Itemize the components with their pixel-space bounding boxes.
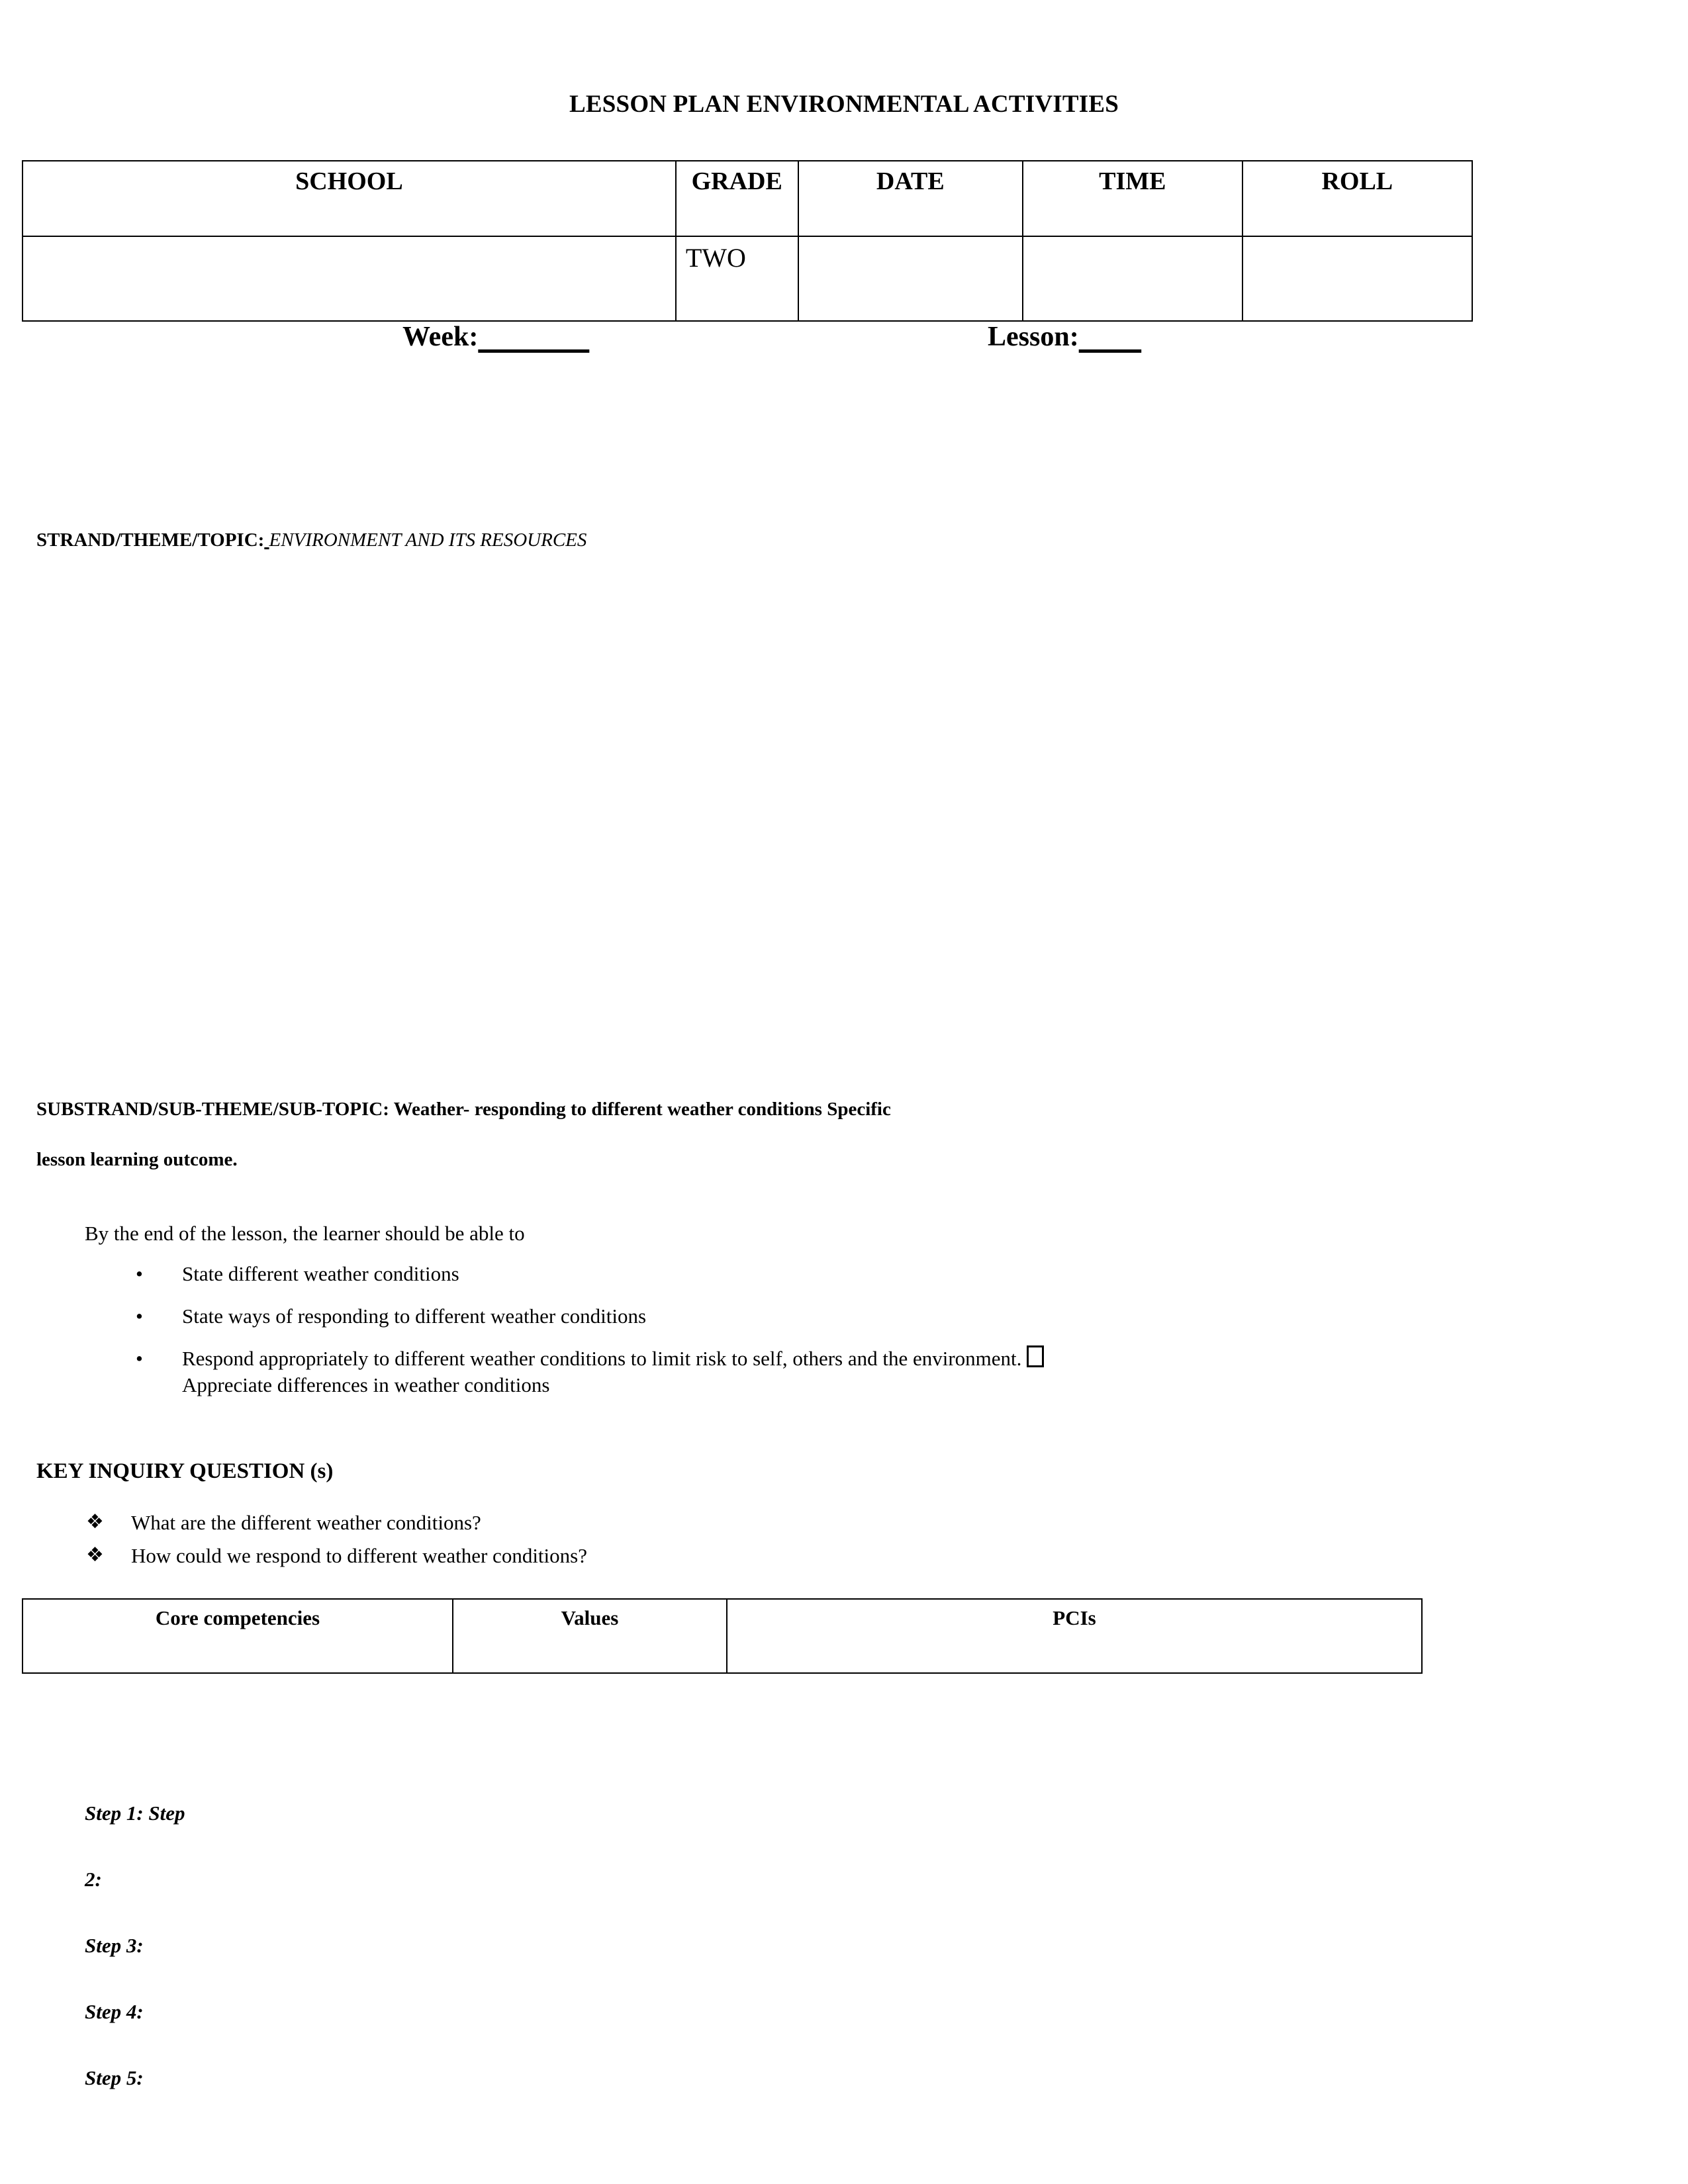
lesson-field bbox=[988, 321, 1141, 353]
table-header-row bbox=[23, 161, 1472, 236]
bullet-icon: • bbox=[136, 1262, 143, 1285]
learning-outcomes-list bbox=[129, 1261, 1486, 1414]
key-inquiry-heading: KEY INQUIRY QUESTION (s) bbox=[36, 1459, 334, 1483]
value-cell-time[interactable] bbox=[1023, 236, 1243, 321]
value-cell-date[interactable] bbox=[798, 236, 1023, 321]
diamond-bullet-icon: ❖ bbox=[86, 1510, 104, 1533]
list-item bbox=[86, 1541, 1278, 1571]
outcome-text: Respond appropriately to different weather conditions to limit risk to self, others and the environment. bbox=[182, 1347, 1022, 1370]
outcome-text: State different weather conditions bbox=[182, 1262, 459, 1285]
key-inquiry-text: How could we respond to different weather conditions? bbox=[131, 1544, 587, 1567]
value-cell-roll[interactable] bbox=[1243, 236, 1472, 321]
step-item: Step 1: Step bbox=[85, 1801, 185, 1825]
header-cell-time: TIME bbox=[1023, 161, 1243, 236]
strand-gap bbox=[264, 529, 269, 551]
page-title: LESSON PLAN ENVIRONMENTAL ACTIVITIES bbox=[569, 91, 1119, 118]
step-item: Step 3: bbox=[85, 1934, 144, 1957]
key-inquiry-text: What are the different weather conditions? bbox=[131, 1511, 481, 1534]
strand-value: ENVIRONMENT AND ITS RESOURCES bbox=[269, 529, 587, 551]
competencies-table bbox=[22, 1598, 1423, 1674]
week-lesson-row bbox=[0, 321, 1688, 361]
header-cell-core-competencies: Core competencies bbox=[23, 1599, 453, 1673]
table-value-row bbox=[23, 236, 1472, 321]
outcome-text: State ways of responding to different weather conditions bbox=[182, 1304, 647, 1328]
missing-glyph-box-icon bbox=[1027, 1345, 1044, 1367]
step-item: Step 5: bbox=[85, 2066, 144, 2089]
list-item bbox=[86, 1508, 1278, 1538]
lesson-steps-list bbox=[85, 1780, 879, 2111]
strand-label: STRAND/THEME/TOPIC: bbox=[36, 529, 265, 551]
week-label: Week: bbox=[402, 322, 479, 352]
diamond-bullet-icon: ❖ bbox=[86, 1543, 104, 1567]
header-cell-pcis: PCIs bbox=[727, 1599, 1422, 1673]
step-item: 2: bbox=[85, 1868, 102, 1891]
lesson-header-table bbox=[22, 160, 1473, 322]
bullet-icon: • bbox=[136, 1304, 143, 1328]
value-cell-grade[interactable]: TWO bbox=[676, 236, 798, 321]
outcome-intro-text: By the end of the lesson, the learner should be able to bbox=[85, 1222, 525, 1245]
list-item bbox=[129, 1345, 1486, 1398]
header-cell-date: DATE bbox=[798, 161, 1023, 236]
week-blank-input[interactable] bbox=[478, 322, 589, 352]
bullet-icon: • bbox=[136, 1347, 143, 1370]
key-inquiry-list bbox=[86, 1508, 1278, 1574]
header-cell-roll: ROLL bbox=[1243, 161, 1472, 236]
substrand-block bbox=[36, 1084, 1400, 1185]
header-cell-grade: GRADE bbox=[676, 161, 798, 236]
week-field bbox=[402, 321, 589, 353]
list-item bbox=[129, 1261, 1486, 1287]
lesson-blank-input[interactable] bbox=[1079, 322, 1142, 352]
value-cell-school[interactable] bbox=[23, 236, 676, 321]
header-cell-values: Values bbox=[453, 1599, 727, 1673]
table-header-row bbox=[23, 1599, 1422, 1673]
list-item bbox=[129, 1303, 1486, 1330]
lesson-label: Lesson: bbox=[988, 322, 1079, 352]
substrand-line-2: lesson learning outcome. bbox=[36, 1149, 238, 1170]
outcome-continuation-text: Appreciate differences in weather conditions bbox=[182, 1373, 550, 1396]
step-item: Step 4: bbox=[85, 2000, 144, 2023]
header-cell-school: SCHOOL bbox=[23, 161, 676, 236]
strand-theme-topic-row bbox=[36, 529, 586, 551]
substrand-line-1: SUBSTRAND/SUB-THEME/SUB-TOPIC: Weather- responding to different weather conditions Specific bbox=[36, 1099, 891, 1120]
